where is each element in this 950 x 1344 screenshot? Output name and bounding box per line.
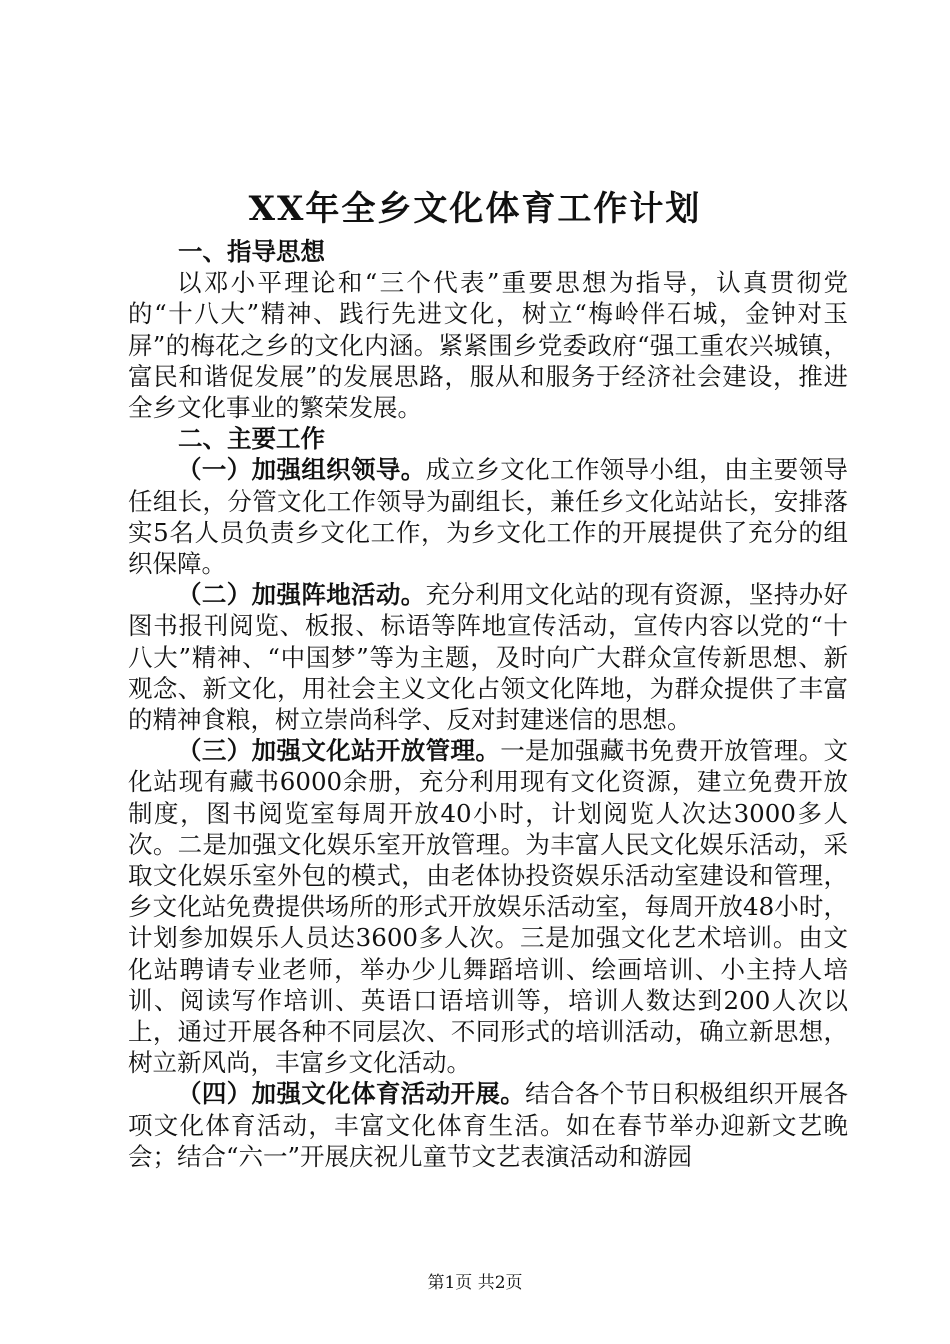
section-heading-main-work: 二、主要工作 — [178, 424, 325, 454]
paragraph-text: 以邓小平理论和“三个代表”重要思想为指导，认真贯彻党的“十八大”精神、践行先进文化，树立“梅岭伴石城，金钟对玉屏”的梅花之乡的文化内涵。紧紧围乡党委政府“强工重农兴城镇，富民和谐促发展”的发展思路，服从和服务于经济社会建设，推进全乡文化事业的繁荣发展。 — [128, 268, 848, 423]
paragraph-text: 结合各个节日积极组织开展各项文化体育活动，丰富文化体育生活。如在春节举办迎新文艺晚会；结合“六一”开展庆祝儿童节文艺表演活动和游园 — [128, 1079, 849, 1171]
paragraph-text: 成立乡文化工作领导小组，由主要领导任组长，分管文化工作领导为副组长，兼任乡文化站站长，安排落实5名人员负责乡文化工作，为乡文化工作的开展提供了充分的组织保障。 — [128, 455, 849, 579]
paragraph-organization-leadership — [128, 454, 848, 579]
document-title: XX年全乡文化体育工作计划 — [248, 189, 702, 229]
section-heading-guiding-thought: 一、指导思想 — [178, 237, 325, 266]
paragraph-station-management — [128, 735, 848, 1078]
paragraph-lead: （二）加强阵地活动。 — [177, 580, 426, 610]
document-body — [128, 236, 848, 1172]
paragraph-sports-activities — [128, 1078, 848, 1172]
paragraph-lead: （三）加强文化站开放管理。 — [177, 736, 501, 766]
paragraph-text: 充分利用文化站的现有资源，坚持办好图书报刊阅览、板报、标语等阵地宣传活动，宣传内容以党的“十八大”精神、“中国梦”等为主题，及时向广大群众宣传新思想、新观念、新文化，用社会主义文化占领文化阵地，为群众提供了丰富的精神食粮，树立崇尚科学、反对封建迷信的思想。 — [128, 580, 849, 735]
paragraph-position-activities — [128, 579, 848, 735]
paragraph-lead: （一）加强组织领导。 — [177, 455, 426, 485]
paragraph-lead: （四）加强文化体育活动开展。 — [177, 1079, 526, 1109]
paragraph-text: 一是加强藏书免费开放管理。文化站现有藏书6000余册，充分利用现有文化资源，建立免费开放制度，图书阅览室每周开放40小时，计划阅览人次达3000多人次。二是加强文化娱乐室开放管理。为丰富人民文化娱乐活动，采取文化娱乐室外包的模式，由老体协投资娱乐活动室建设和管理，乡文化站免费提供场所的形式开放娱乐活动室，每周开放48小时，计划参加娱乐人员达3600多人次。三是加强文化艺术培训。由文化站聘请专业老师，举办少儿舞蹈培训、绘画培训、小主持人培训、阅读写作培训、英语口语培训等，培训人数达到200人次以上，通过开展各种不同层次、不同形式的培训活动，确立新思想，树立新风尚，丰富乡文化活动。 — [128, 736, 848, 1078]
page-number-footer: 第1页 共2页 — [427, 1273, 523, 1293]
paragraph-guiding-thought — [128, 267, 848, 423]
